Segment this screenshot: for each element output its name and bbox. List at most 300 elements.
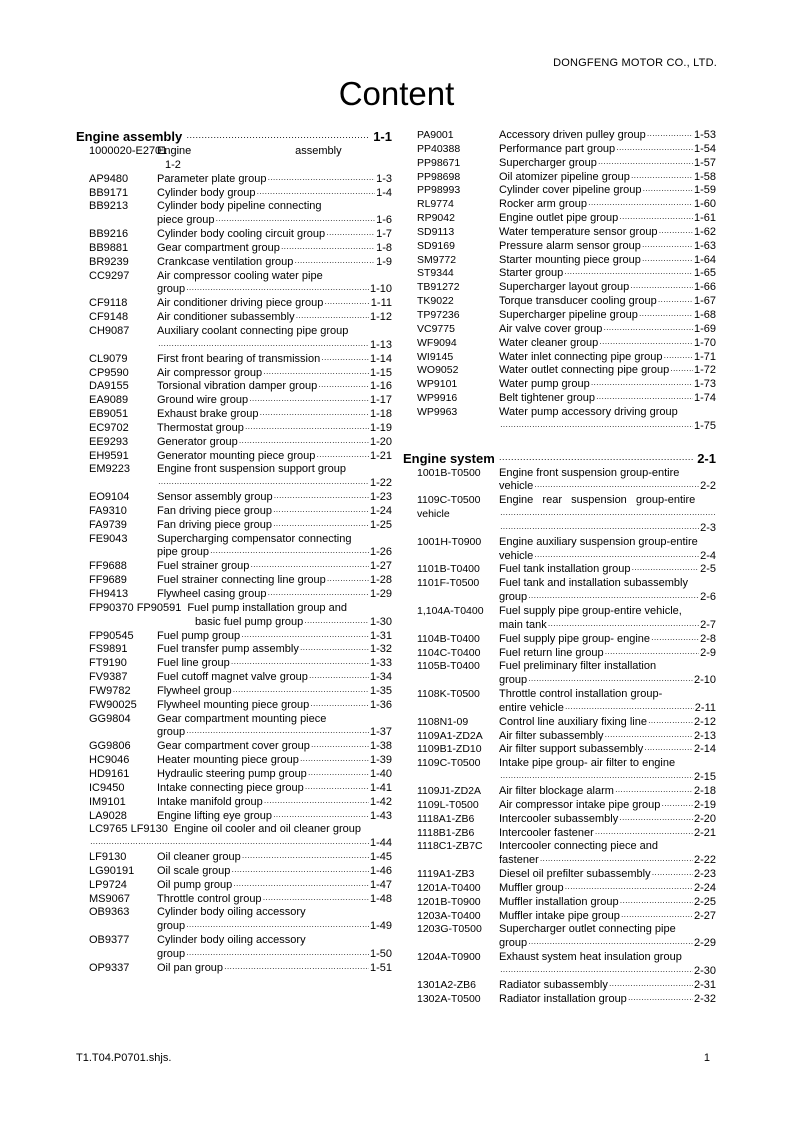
entry-page: 1-31 xyxy=(369,629,392,642)
toc-entry[interactable] xyxy=(403,730,716,744)
entry-page: 1-7 xyxy=(376,228,392,241)
toc-entry[interactable] xyxy=(403,337,716,351)
toc-entry[interactable] xyxy=(403,226,716,240)
entry-line xyxy=(157,297,392,311)
entry-code: MS9067 xyxy=(89,892,130,905)
entry-title: Intake pipe group- air filter to engine xyxy=(499,757,676,770)
toc-entry[interactable] xyxy=(76,463,392,491)
leader-dots xyxy=(619,212,693,226)
entry-code: 1118A1-ZB6 xyxy=(417,812,475,825)
toc-entry[interactable] xyxy=(76,491,392,505)
entry-title: Air filter subassembly xyxy=(499,729,604,742)
document-code: T1.T04.P0701.shjs. xyxy=(76,1052,172,1064)
toc-entry[interactable] xyxy=(403,536,716,564)
entry-code: HC9046 xyxy=(89,754,130,767)
leader-dots xyxy=(631,563,699,577)
entry-text-cell xyxy=(157,519,392,533)
entry-page: 1-9 xyxy=(376,255,392,268)
toc-entry[interactable] xyxy=(76,270,392,298)
toc-entry[interactable] xyxy=(403,378,716,392)
entry-page: 1-59 xyxy=(693,184,716,197)
entry-title: Intake manifold group xyxy=(157,795,263,808)
entry-title: Fuel cutoff magnet valve group xyxy=(157,671,308,684)
entry-line xyxy=(499,536,716,550)
entry-title: Gear compartment cover group xyxy=(157,740,310,753)
entry-line xyxy=(499,757,716,771)
toc-entry[interactable] xyxy=(403,563,716,577)
entry-line xyxy=(499,923,716,937)
entry-text-cell xyxy=(157,643,392,657)
leader-dots xyxy=(630,281,693,295)
toc-entry[interactable] xyxy=(76,560,392,574)
entry-title: group xyxy=(499,937,528,950)
section-heading-engine-assembly[interactable] xyxy=(76,129,392,145)
toc-entry[interactable] xyxy=(403,882,716,896)
leader-dots xyxy=(186,920,369,934)
toc-entry[interactable] xyxy=(403,467,716,495)
entry-page: 1-57 xyxy=(693,156,716,169)
entry-title: group xyxy=(499,591,528,604)
entry-title: group xyxy=(499,674,528,687)
entry-code: 1109J1-ZD2A xyxy=(417,784,482,797)
entry-title: group xyxy=(157,283,186,296)
entry-text-cell xyxy=(499,337,716,351)
entry-page: 2-21 xyxy=(693,826,716,839)
leader-dots xyxy=(605,730,693,744)
leader-dots xyxy=(639,309,693,323)
toc-entry[interactable] xyxy=(76,893,392,907)
entry-code-cell xyxy=(403,171,499,185)
entry-text-cell xyxy=(157,297,392,311)
toc-entry[interactable] xyxy=(76,865,392,879)
entry-line xyxy=(499,522,716,536)
toc-entry[interactable] xyxy=(76,588,392,602)
entry-line xyxy=(157,768,392,782)
entry-code-cell xyxy=(403,129,499,143)
toc-entry[interactable] xyxy=(403,577,716,605)
entry-code: EM9223 xyxy=(89,463,130,476)
leader-dots xyxy=(233,879,369,893)
leader-dots xyxy=(324,297,369,311)
toc-entry[interactable] xyxy=(76,740,392,754)
toc-entry[interactable] xyxy=(76,505,392,519)
entry-title: Exhaust system heat insulation group xyxy=(499,951,682,964)
entry-code-cell xyxy=(403,688,499,716)
toc-entry[interactable] xyxy=(76,934,392,962)
toc-entry[interactable] xyxy=(76,906,392,934)
leader-dots xyxy=(326,228,375,242)
leader-dots xyxy=(588,198,693,212)
entry-code-cell xyxy=(403,563,499,577)
entry-code: 1109L-T0500 xyxy=(417,798,479,811)
leader-dots xyxy=(620,896,693,910)
leader-dots xyxy=(242,851,369,865)
entry-page: 1-66 xyxy=(693,281,716,294)
entry-page: 1-74 xyxy=(693,392,716,405)
toc-entry[interactable] xyxy=(403,240,716,254)
toc-entry[interactable] xyxy=(76,533,392,561)
toc-entry[interactable] xyxy=(403,813,716,827)
entry-page: 1-34 xyxy=(369,671,392,684)
entry-line xyxy=(157,796,392,810)
entry-code-cell xyxy=(76,657,157,671)
leader-dots xyxy=(528,937,693,951)
toc-entry[interactable] xyxy=(76,796,392,810)
toc-entry[interactable] xyxy=(403,743,716,757)
toc-entry[interactable] xyxy=(76,311,392,325)
entry-code-cell xyxy=(76,325,157,353)
entry-code-cell xyxy=(76,145,168,173)
entry-line xyxy=(499,743,716,757)
entry-line xyxy=(499,184,716,198)
entry-line xyxy=(157,879,392,893)
entry-code-cell xyxy=(76,879,157,893)
entry-page: 1-30 xyxy=(369,615,392,628)
entry-text-cell xyxy=(157,657,392,671)
entry-line xyxy=(499,674,716,688)
leader-dots xyxy=(565,882,693,896)
entry-code-cell xyxy=(403,406,499,434)
toc-entry[interactable] xyxy=(76,782,392,796)
entry-text-cell xyxy=(499,226,716,240)
toc-entry[interactable] xyxy=(76,408,392,422)
entry-line xyxy=(157,311,392,325)
toc-entry[interactable] xyxy=(403,827,716,841)
entry-title: Water pump accessory driving group xyxy=(499,405,678,418)
leader-dots xyxy=(500,771,693,785)
entry-line xyxy=(157,450,392,464)
toc-entry[interactable] xyxy=(403,281,716,295)
entry-code: IC9450 xyxy=(89,781,125,794)
toc-entry[interactable] xyxy=(76,574,392,588)
entry-line xyxy=(499,799,716,813)
entry-title: Engine assembly xyxy=(157,145,342,157)
entry-code-cell xyxy=(76,505,157,519)
toc-entry[interactable] xyxy=(76,823,392,851)
entry-text-cell xyxy=(499,392,716,406)
entry-code-cell xyxy=(76,187,157,201)
toc-entry[interactable] xyxy=(76,367,392,381)
toc-entry[interactable] xyxy=(403,157,716,171)
entry-title: Starter mounting piece group xyxy=(499,253,641,266)
entry-text-cell xyxy=(499,647,716,661)
toc-entry[interactable] xyxy=(403,129,716,143)
entry-line xyxy=(157,242,392,256)
toc-entry[interactable] xyxy=(76,187,392,201)
entry-text-cell xyxy=(499,923,716,951)
entry-title: Cylinder cover pipeline group xyxy=(499,184,642,197)
entry-title: Fuel transfer pump assembly xyxy=(157,643,299,656)
toc-entry-list xyxy=(76,145,392,976)
entry-code-cell xyxy=(403,240,499,254)
leader-dots xyxy=(500,965,693,979)
entry-code-cell xyxy=(403,309,499,323)
leader-dots xyxy=(281,242,375,256)
leader-dots xyxy=(273,519,369,533)
toc-entry[interactable] xyxy=(76,699,392,713)
entry-text-cell xyxy=(157,782,392,796)
leader-dots xyxy=(321,353,369,367)
toc-entry[interactable] xyxy=(403,910,716,924)
entry-text-cell xyxy=(157,754,392,768)
entry-code: 1101F-T0500 xyxy=(417,577,480,590)
entry-line xyxy=(499,406,716,420)
leader-dots xyxy=(500,522,699,536)
entry-code: FT9190 xyxy=(89,657,127,670)
entry-page: 1-51 xyxy=(369,961,392,974)
toc-entry[interactable] xyxy=(76,685,392,699)
toc-entry[interactable] xyxy=(403,647,716,661)
entry-code: 1108N1-09 xyxy=(417,715,469,728)
entry-title: Supercharging compensator connecting xyxy=(157,532,352,545)
entry-code-cell xyxy=(403,868,499,882)
toc-entry[interactable] xyxy=(403,323,716,337)
entry-title: Oil pump group xyxy=(157,878,233,891)
toc-entry[interactable] xyxy=(403,309,716,323)
toc-entry[interactable] xyxy=(403,951,716,979)
leader-dots xyxy=(210,546,369,560)
toc-entry[interactable] xyxy=(403,605,716,633)
toc-entry[interactable] xyxy=(76,643,392,657)
entry-code: ST9344 xyxy=(417,267,454,280)
entry-code: 1109B1-ZD10 xyxy=(417,743,482,756)
entry-line xyxy=(157,200,392,214)
entry-code-cell xyxy=(403,143,499,157)
entry-code: PP98671 xyxy=(417,156,461,169)
toc-entry[interactable] xyxy=(403,716,716,730)
entry-line xyxy=(499,965,716,979)
entry-text-cell xyxy=(157,311,392,325)
entry-title: piece group xyxy=(157,214,215,227)
toc-entry[interactable] xyxy=(403,143,716,157)
entry-page: 1-54 xyxy=(693,142,716,155)
entry-page: 2-31 xyxy=(693,978,716,991)
entry-code: 1101B-T0400 xyxy=(417,563,480,576)
leader-dots xyxy=(500,420,693,434)
leader-dots xyxy=(158,477,369,491)
toc-entry[interactable] xyxy=(403,184,716,198)
leader-dots xyxy=(598,157,693,171)
entry-text-cell xyxy=(157,879,392,893)
leader-dots xyxy=(274,491,369,505)
entry-title: Muffler group xyxy=(499,881,564,894)
toc-entry[interactable] xyxy=(76,256,392,270)
toc-entry[interactable] xyxy=(403,198,716,212)
entry-text-cell xyxy=(499,868,716,882)
entry-line xyxy=(157,256,392,270)
entry-title: Torsional vibration damper group xyxy=(157,380,318,393)
entry-text-cell xyxy=(157,685,392,699)
entry-line xyxy=(499,157,716,171)
toc-entry[interactable] xyxy=(403,254,716,268)
toc-entry[interactable] xyxy=(403,868,716,882)
entry-line xyxy=(157,920,392,934)
entry-title: pipe group xyxy=(157,546,209,559)
entry-code-cell xyxy=(76,297,157,311)
entry-title: Oil atomizer pipeline group xyxy=(499,170,630,183)
entry-code-cell xyxy=(403,267,499,281)
entry-code-cell xyxy=(76,228,157,242)
leader-dots xyxy=(605,647,700,661)
toc-entry[interactable] xyxy=(76,630,392,644)
toc-entry[interactable] xyxy=(76,810,392,824)
entry-continuation xyxy=(76,616,392,630)
entry-text-cell xyxy=(499,171,716,185)
toc-entry[interactable] xyxy=(403,295,716,309)
entry-text-cell xyxy=(157,851,392,865)
entry-page: 2-27 xyxy=(693,909,716,922)
leader-dots xyxy=(308,768,369,782)
toc-entry[interactable] xyxy=(403,364,716,378)
entry-code: WI9145 xyxy=(417,350,454,363)
entry-line xyxy=(499,771,716,785)
entry-title: Intercooler connecting piece and xyxy=(499,840,658,853)
page-title: Content xyxy=(338,75,455,112)
entry-code: EH9591 xyxy=(89,449,129,462)
toc-entry[interactable] xyxy=(403,688,716,716)
toc-entry[interactable] xyxy=(76,657,392,671)
toc-entry[interactable] xyxy=(76,713,392,741)
entry-page: 1-62 xyxy=(693,225,716,238)
entry-text-cell xyxy=(499,129,716,143)
entry-page: 2-22 xyxy=(693,854,716,867)
toc-entry[interactable] xyxy=(403,351,716,365)
entry-code: IM9101 xyxy=(89,795,126,808)
entry-line xyxy=(157,159,392,173)
toc-entry[interactable] xyxy=(76,851,392,865)
entry-page: 1-20 xyxy=(369,435,392,448)
entry-text-cell xyxy=(157,671,392,685)
toc-entry[interactable] xyxy=(403,799,716,813)
entry-text-cell xyxy=(157,630,392,644)
entry-line xyxy=(76,602,392,616)
toc-entry[interactable] xyxy=(76,450,392,464)
entry-title: Fuel supply pipe group-entire vehicle, xyxy=(499,605,682,617)
toc-entry[interactable] xyxy=(403,896,716,910)
entry-code-cell xyxy=(403,923,499,951)
toc-entry[interactable] xyxy=(76,380,392,394)
toc-entry[interactable] xyxy=(76,436,392,450)
entry-line xyxy=(157,546,392,560)
toc-entry[interactable] xyxy=(403,392,716,406)
toc-entry[interactable] xyxy=(76,602,392,630)
toc-entry[interactable] xyxy=(76,353,392,367)
entry-line xyxy=(499,730,716,744)
entry-title: Air filter support subassembly xyxy=(499,743,644,756)
entry-code: LP9724 xyxy=(89,878,127,891)
entry-code-cell xyxy=(76,810,157,824)
toc-entry[interactable] xyxy=(76,768,392,782)
entry-line xyxy=(157,699,392,713)
entry-code-cell xyxy=(403,184,499,198)
entry-code-cell xyxy=(403,993,499,1007)
entry-title: Air compressor cooling water pipe xyxy=(157,269,323,282)
entry-text-cell xyxy=(499,309,716,323)
entry-title: Hydraulic steering pump group xyxy=(157,767,307,780)
entry-code: OP9337 xyxy=(89,961,130,974)
toc-entry[interactable] xyxy=(403,979,716,993)
toc-entry[interactable] xyxy=(76,422,392,436)
toc-entry[interactable] xyxy=(403,171,716,185)
entry-line xyxy=(157,948,392,962)
toc-entry-list xyxy=(403,129,716,434)
section-heading-engine-system[interactable] xyxy=(403,451,716,467)
entry-page: 1-38 xyxy=(369,740,392,753)
entry-line xyxy=(499,702,716,716)
entry-title: Performance part group xyxy=(499,142,616,155)
entry-code: BB9213 xyxy=(89,200,129,213)
entry-text-cell xyxy=(157,228,392,242)
entry-line xyxy=(499,240,716,254)
entry-page: 1-65 xyxy=(693,267,716,280)
toc-entry[interactable] xyxy=(76,671,392,685)
entry-text-cell xyxy=(157,270,392,298)
entry-code-cell xyxy=(76,713,157,741)
entry-line xyxy=(499,364,716,378)
entry-title: First front bearing of transmission xyxy=(157,352,321,365)
entry-line xyxy=(157,367,392,381)
leader-dots xyxy=(595,827,693,841)
entry-text-cell xyxy=(499,882,716,896)
toc-entry[interactable] xyxy=(403,406,716,434)
toc-entry[interactable] xyxy=(403,494,716,536)
entry-code-cell xyxy=(76,270,157,298)
toc-entry[interactable] xyxy=(403,785,716,799)
entry-line xyxy=(499,633,716,647)
toc-entry[interactable] xyxy=(403,757,716,785)
leader-dots xyxy=(619,813,693,827)
entry-code: HD9161 xyxy=(89,767,130,780)
entry-line xyxy=(499,896,716,910)
toc-entry[interactable] xyxy=(76,754,392,768)
toc-entry[interactable] xyxy=(76,879,392,893)
toc-entry[interactable] xyxy=(76,145,392,173)
entry-code-continuation: vehicle xyxy=(417,508,450,521)
entry-code-cell xyxy=(76,574,157,588)
toc-entry[interactable] xyxy=(403,660,716,688)
toc-entry[interactable] xyxy=(403,267,716,281)
leader-dots xyxy=(565,702,694,716)
entry-title: Fan driving piece group xyxy=(157,504,272,517)
entry-title: Cylinder body cooling circuit group xyxy=(157,228,326,241)
toc-entry[interactable] xyxy=(76,519,392,533)
entry-title: Cylinder body group xyxy=(157,186,256,199)
toc-entry[interactable] xyxy=(76,962,392,976)
toc-entry[interactable] xyxy=(76,173,392,187)
toc-entry[interactable] xyxy=(76,200,392,228)
toc-entry[interactable] xyxy=(76,394,392,408)
entry-line xyxy=(157,463,392,477)
toc-entry[interactable] xyxy=(403,993,716,1007)
entry-page: 2-7 xyxy=(700,618,716,631)
toc-entry[interactable] xyxy=(403,633,716,647)
entry-line xyxy=(157,519,392,533)
entry-text-cell xyxy=(499,536,716,564)
entry-code: 1109C-T0500 xyxy=(417,494,481,507)
toc-entry[interactable] xyxy=(76,242,392,256)
entry-text-cell xyxy=(157,380,392,394)
toc-entry[interactable] xyxy=(403,212,716,226)
toc-entry[interactable] xyxy=(403,923,716,951)
entry-code: PP98993 xyxy=(417,184,461,197)
entry-code: OB9363 xyxy=(89,906,130,919)
toc-entry[interactable] xyxy=(403,840,716,868)
toc-entry[interactable] xyxy=(76,297,392,311)
toc-entry[interactable] xyxy=(76,325,392,353)
toc-entry[interactable] xyxy=(76,228,392,242)
entry-line xyxy=(499,785,716,799)
entry-line xyxy=(157,145,392,159)
